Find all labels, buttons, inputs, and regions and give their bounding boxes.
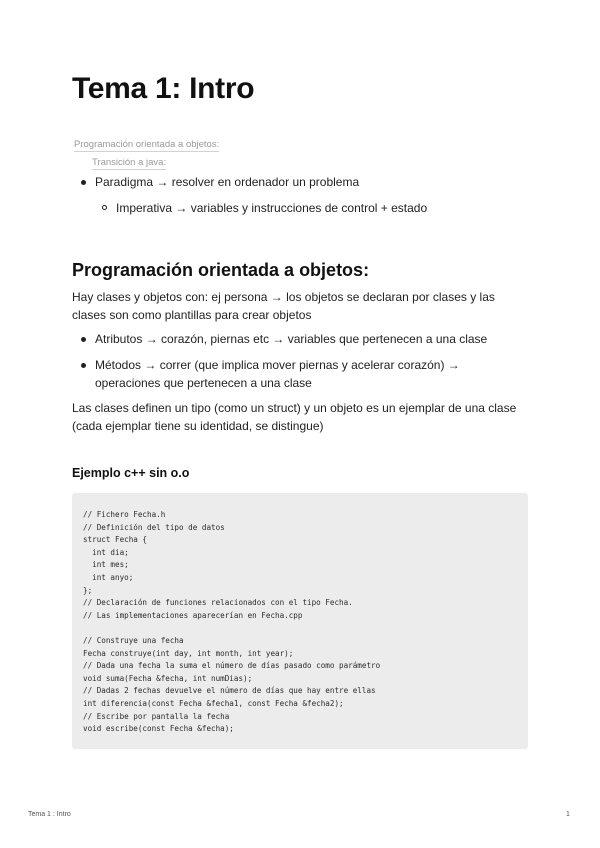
table-of-contents [74, 137, 219, 170]
bullet-icon [81, 337, 86, 342]
intro-list [80, 173, 359, 191]
bullet-icon [81, 363, 86, 368]
code-line: // Dada una fecha la suma el número de días pasado como parámetro [83, 661, 381, 671]
list-item [80, 330, 487, 348]
page-number: 1 [566, 811, 570, 818]
bullet-icon [81, 180, 86, 185]
paragraph-line: Las clases definen un tipo (como un struct) y un objeto es un ejemplar de una clase [72, 401, 517, 415]
paragraph-line: Hay clases y objetos con: ej persona → los objetos se declaran por clases y las [72, 290, 495, 304]
code-line: // Dadas 2 fechas devuelve el número de días que hay entre ellas [83, 686, 376, 696]
list-item [101, 199, 427, 217]
list-item-text: Imperativa → variables y instrucciones de control + estado [116, 201, 428, 215]
list-item [80, 173, 359, 191]
code-line: // Escribe por pantalla la fecha [83, 711, 230, 721]
code-line: // Fichero Fecha.h [83, 510, 166, 519]
code-line: // Definición del tipo de datos [83, 522, 225, 532]
footer-title: Tema 1 : Intro [28, 811, 71, 818]
page-title: Tema 1: Intro [72, 72, 255, 105]
code-line: struct Fecha { [83, 535, 148, 545]
code-line: int diferencia(const Fecha &fecha1, const Fecha &fecha2); [83, 698, 344, 708]
code-line: int mes; [83, 560, 129, 570]
code-line: // Construye una fecha [83, 635, 184, 645]
code-line: int anyo; [83, 572, 134, 582]
toc-link-programacion[interactable]: Programación orientada a objetos: [74, 139, 220, 150]
paragraph-line: (cada ejemplar tiene su identidad, se distingue) [72, 419, 324, 433]
list-item-text: Atributos → corazón, piernas etc → variables que pertenecen a una clase [95, 332, 488, 346]
code-line: }; [83, 585, 93, 595]
hollow-bullet-icon [102, 205, 107, 210]
code-block [72, 493, 528, 749]
code-line: Fecha construye(int day, int month, int year); [83, 648, 294, 658]
section-list [80, 330, 487, 348]
list-item-text: operaciones que pertenecen a una clase [95, 376, 312, 390]
list-item-text: Métodos → correr (que implica mover piernas y acelerar corazón) → [95, 358, 460, 372]
paragraph-clases [72, 288, 532, 324]
code-line: void suma(Fecha &fecha, int numDias); [83, 673, 253, 683]
paragraph-line: clases son como plantillas para crear objetos [72, 308, 312, 322]
section-heading: Programación orientada a objetos: [72, 260, 370, 280]
code-line: int dia; [83, 547, 129, 557]
intro-sublist [101, 199, 427, 217]
code-line: void escribe(const Fecha &fecha); [83, 724, 234, 734]
paragraph-tipos [72, 399, 532, 435]
code-line: // Declaración de funciones relacionados con el tipo Fecha. [83, 598, 353, 608]
code-line: // Las implementaciones aparecerían en Fecha.cpp [83, 610, 303, 620]
code-line [83, 622, 518, 635]
section-list [80, 356, 460, 392]
list-item [80, 356, 460, 392]
toc-link-transicion[interactable]: Transición a java: [92, 157, 167, 168]
example-heading: Ejemplo c++ sin o.o [72, 466, 190, 480]
list-item-text: Paradigma → resolver en ordenador un problema [95, 175, 360, 189]
